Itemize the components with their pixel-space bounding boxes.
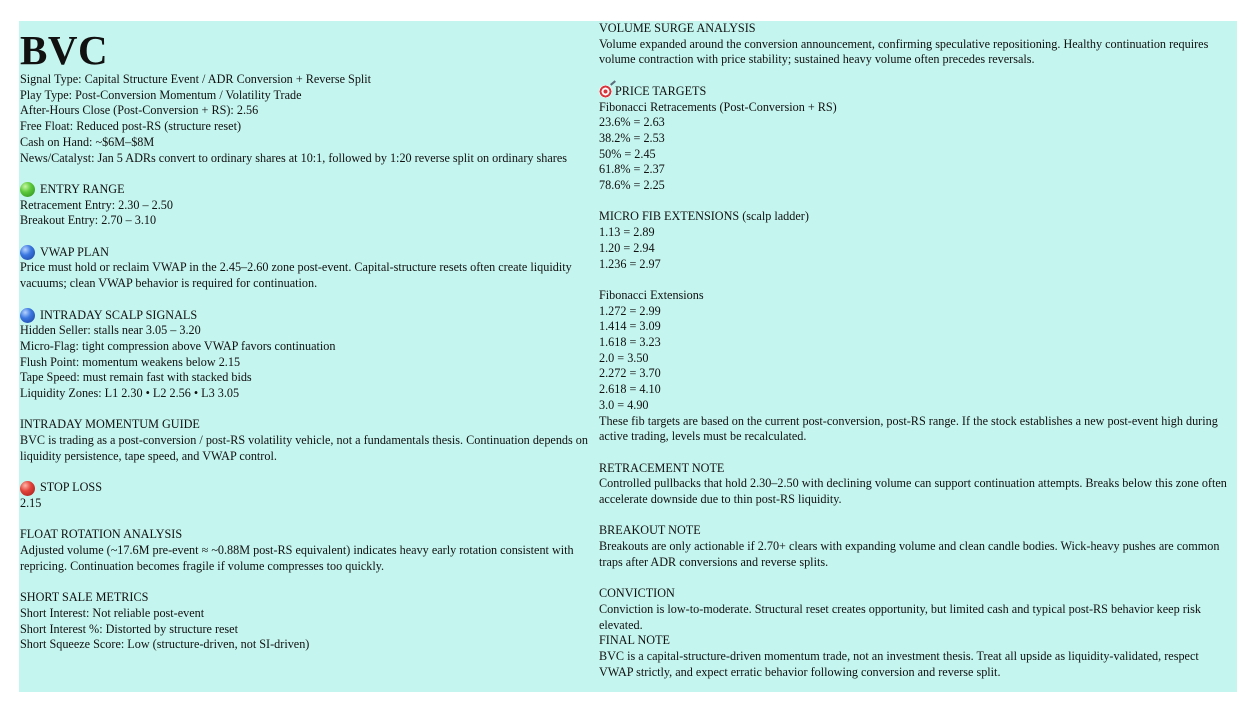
section-title: ENTRY RANGE — [40, 181, 125, 196]
section-title: PRICE TARGETS — [615, 83, 707, 98]
breakout-note-text: Breakouts are only actionable if 2.70+ clears with expanding volume and clean candle bodies. Wick-heavy pushes are common traps after ADR conversions and reverse splits. — [599, 539, 1220, 569]
float-rotation-section — [20, 527, 592, 574]
short-sale-line: Short Interest: Not reliable post-event — [20, 605, 205, 620]
retracement-level: 61.8% = 2.37 — [599, 162, 665, 177]
section-title: RETRACEMENT NOTE — [599, 460, 725, 475]
volume-surge-section — [599, 21, 1234, 68]
section-title: BREAKOUT NOTE — [599, 523, 701, 538]
scalp-line: Flush Point: momentum weakens below 2.15 — [20, 354, 241, 369]
section-title: FINAL NOTE — [599, 633, 670, 648]
scalp-line: Hidden Seller: stalls near 3.05 – 3.20 — [20, 323, 201, 338]
report-panel — [19, 21, 1237, 692]
retracement-level: 38.2% = 2.53 — [599, 130, 665, 145]
final-note-text: BVC is a capital-structure-driven momentum trade, not an investment thesis. Treat all upside as liquidity-validated, respect VWAP strictly, and expect erratic behavior following conversion and reverse split. — [599, 649, 1199, 679]
final-note-section — [599, 633, 1234, 680]
target-icon — [599, 85, 612, 98]
section-title: VWAP PLAN — [40, 244, 109, 259]
extension-level: 2.618 = 4.10 — [599, 382, 661, 397]
section-title: INTRADAY MOMENTUM GUIDE — [20, 417, 200, 432]
retracement-level: 23.6% = 2.63 — [599, 115, 665, 130]
micro-extension-level: 1.20 = 2.94 — [599, 240, 655, 255]
scalp-line: Liquidity Zones: L1 2.30 • L2 2.56 • L3 3.05 — [20, 386, 240, 401]
extension-level: 1.272 = 2.99 — [599, 303, 661, 318]
micro-extensions-title: MICRO FIB EXTENSIONS (scalp ladder) — [599, 209, 809, 224]
green-circle-icon — [20, 182, 35, 197]
retracement-level: 78.6% = 2.25 — [599, 178, 665, 193]
extension-level: 1.414 = 3.09 — [599, 319, 661, 334]
red-circle-icon — [20, 481, 35, 496]
micro-extension-level: 1.236 = 2.97 — [599, 256, 661, 271]
entry-line: Breakout Entry: 2.70 – 3.10 — [20, 213, 157, 228]
section-title: VOLUME SURGE ANALYSIS — [599, 21, 756, 35]
extensions-title: Fibonacci Extensions — [599, 287, 704, 302]
momentum-guide-section — [20, 417, 592, 464]
entry-line: Retracement Entry: 2.30 – 2.50 — [20, 197, 173, 212]
vwap-plan-text: Price must hold or reclaim VWAP in the 2.45–2.60 zone post-event. Capital-structure resets often create liquidity vacuums; clean VWAP behavior is required for continuation. — [20, 260, 572, 291]
retracements-title: Fibonacci Retracements (Post-Conversion + RS) — [599, 99, 837, 114]
overview-line: Cash on Hand: ~$6M–$8M — [20, 134, 155, 149]
short-sale-section — [20, 590, 592, 653]
volume-surge-text: Volume expanded around the conversion announcement, confirming speculative repositioning. Healthy continuation requires volume contraction with price stability; sustained heavy volume often precedes reversals. — [599, 36, 1209, 67]
price-targets-heading — [599, 84, 1234, 100]
momentum-guide-text: BVC is trading as a post-conversion / post-RS volatility vehicle, not a fundamentals thesis. Continuation depends on liquidity persistence, tape speed, and VWAP control. — [20, 433, 588, 463]
vwap-plan-section — [20, 245, 592, 292]
float-rotation-text: Adjusted volume (~17.6M pre-event ≈ ~0.88M post-RS equivalent) indicates heavy early rotation consistent with repricing. Continuation becomes fragile if volume compresses too quickly. — [20, 543, 574, 573]
overview-line: After-Hours Close (Post-Conversion + RS): 2.56 — [20, 103, 259, 118]
retracement-note-section — [599, 461, 1234, 508]
scalp-signals-heading — [20, 308, 592, 324]
conviction-section — [599, 586, 1234, 633]
overview-section — [20, 72, 592, 166]
overview-line: Play Type: Post-Conversion Momentum / Volatility Trade — [20, 87, 302, 102]
section-title: FLOAT ROTATION ANALYSIS — [20, 527, 183, 542]
entry-range-heading — [20, 182, 592, 198]
overview-line: Signal Type: Capital Structure Event / ADR Conversion + Reverse Split — [20, 72, 372, 86]
extension-level: 1.618 = 3.23 — [599, 335, 661, 350]
blue-circle-icon — [20, 245, 35, 260]
vwap-plan-heading — [20, 245, 592, 261]
right-column — [599, 21, 1234, 680]
extension-level: 2.272 = 3.70 — [599, 366, 661, 381]
price-targets-section — [599, 84, 1234, 445]
ticker-title: BVC — [20, 27, 109, 73]
scalp-line: Tape Speed: must remain fast with stacked bids — [20, 370, 252, 385]
section-title: INTRADAY SCALP SIGNALS — [40, 307, 198, 322]
breakout-note-section — [599, 523, 1234, 570]
short-sale-line: Short Squeeze Score: Low (structure-driven, not SI-driven) — [20, 637, 310, 652]
conviction-text: Conviction is low-to-moderate. Structural reset creates opportunity, but limited cash and typical post-RS behavior keep risk elevated. — [599, 601, 1202, 632]
short-sale-line: Short Interest %: Distorted by structure reset — [20, 621, 238, 636]
stop-loss-heading — [20, 480, 592, 496]
extension-level: 3.0 = 4.90 — [599, 397, 649, 412]
extension-level: 2.0 = 3.50 — [599, 350, 649, 365]
overview-line: News/Catalyst: Jan 5 ADRs convert to ordinary shares at 10:1, followed by 1:20 reverse split on ordinary shares — [20, 150, 567, 165]
retracement-level: 50% = 2.45 — [599, 146, 656, 161]
stop-loss-section — [20, 480, 592, 511]
scalp-line: Micro-Flag: tight compression above VWAP favors continuation — [20, 338, 336, 353]
fib-note: These fib targets are based on the current post-conversion, post-RS range. If the stock establishes a new post-event high during active trading, levels must be recalculated. — [599, 413, 1218, 444]
retracement-note-text: Controlled pullbacks that hold 2.30–2.50 with declining volume can support continuation attempts. Breaks below this zone often accelerate downside due to thin post-RS liquidity. — [599, 476, 1227, 507]
section-title: STOP LOSS — [40, 480, 102, 495]
blue-circle-icon — [20, 308, 35, 323]
scalp-signals-section — [20, 308, 592, 402]
section-title: CONVICTION — [599, 586, 675, 601]
section-title: SHORT SALE METRICS — [20, 590, 149, 605]
overview-line: Free Float: Reduced post-RS (structure reset) — [20, 119, 242, 134]
stop-loss-value: 2.15 — [20, 495, 42, 510]
entry-range-section — [20, 182, 592, 229]
micro-extension-level: 1.13 = 2.89 — [599, 225, 655, 240]
left-column — [20, 21, 592, 653]
